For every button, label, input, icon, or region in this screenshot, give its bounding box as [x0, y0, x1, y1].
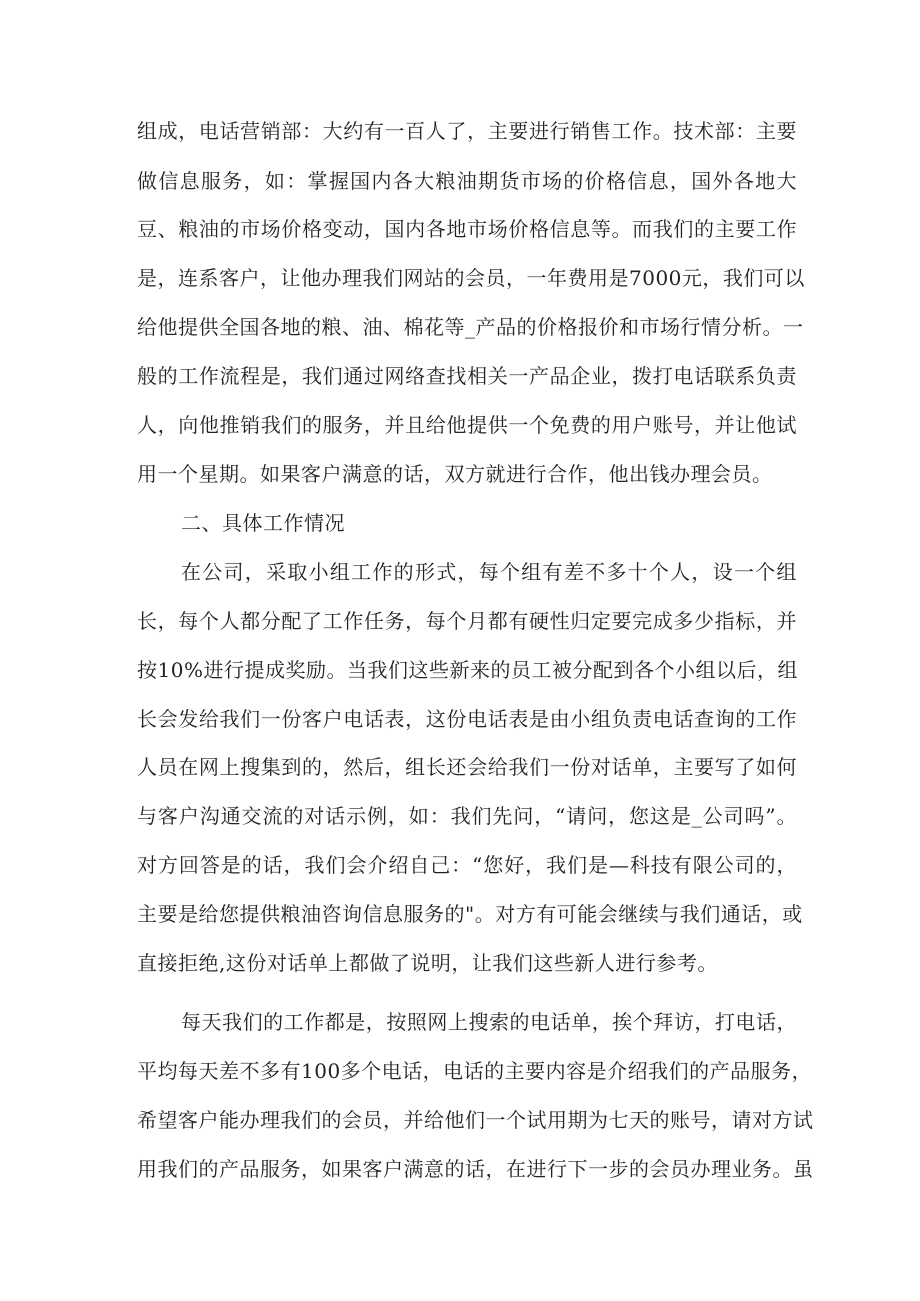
paragraph-line: 豆、粮油的市场价格变动，国内各地市场价格信息等。而我们的主要工作 [137, 217, 797, 241]
paragraph-line: 主要是给您提供粮油咨询信息服务的"。对方有可能会继续与我们通话，或 [137, 902, 803, 926]
paragraph-line: 人，向他推销我们的服务，并且给他提供一个免费的用户账号，并让他试 [137, 413, 797, 437]
paragraph-line: 般的工作流程是，我们通过网络查找相关一产品企业，拨打电话联系负责 [137, 364, 797, 388]
section-heading: 二、具体工作情况 [181, 511, 345, 535]
paragraph-line: 每天我们的工作都是，按照网上搜索的电话单，挨个拜访，打电话， [181, 1010, 797, 1034]
paragraph-line: 在公司，采取小组工作的形式，每个组有差不多十个人，设一个组 [181, 560, 797, 584]
paragraph-line: 按10%进行提成奖励。当我们这些新来的员工被分配到各个小组以后，组 [137, 658, 798, 682]
paragraph-line: 直接拒绝,这份对话单上都做了说明，让我们这些新人进行参考。 [137, 951, 718, 975]
paragraph-line: 用我们的产品服务，如果客户满意的话，在进行下一步的会员办理业务。虽 [137, 1157, 814, 1181]
paragraph-line: 用一个星期。如果客户满意的话，双方就进行合作，他出钱办理会员。 [137, 462, 773, 486]
paragraph-line: 长，每个人都分配了工作任务，每个月都有硬性归定要完成多少指标，并 [137, 609, 797, 633]
paragraph-line: 希望客户能办理我们的会员，并给他们一个试用期为七天的账号，请对方试 [137, 1108, 814, 1132]
paragraph-line: 对方回答是的话，我们会介绍自己：“您好，我们是—科技有限公司的， [137, 853, 797, 877]
paragraph-line: 组成，电话营销部：大约有一百人了，主要进行销售工作。技术部：主要 [137, 119, 797, 143]
paragraph-line: 长会发给我们一份客户电话表，这份电话表是由小组负责电话查询的工作 [137, 707, 797, 731]
paragraph-line: 与客户沟通交流的对话示例，如：我们先问，“请问，您这是_公司吗”。 [137, 804, 797, 828]
paragraph-line: 做信息服务，如：掌握国内各大粮油期货市场的价格信息，国外各地大 [137, 169, 797, 193]
paragraph-line: 人员在网上搜集到的，然后，组长还会给我们一份对话单，主要写了如何 [137, 755, 797, 779]
paragraph-line: 给他提供全国各地的粮、油、棉花等_产品的价格报价和市场行情分析。一 [137, 315, 804, 339]
paragraph-line: 平均每天差不多有100多个电话，电话的主要内容是介绍我们的产品服务， [137, 1059, 813, 1083]
paragraph-line: 是，连系客户，让他办理我们网站的会员，一年费用是7000元，我们可以 [137, 266, 805, 290]
